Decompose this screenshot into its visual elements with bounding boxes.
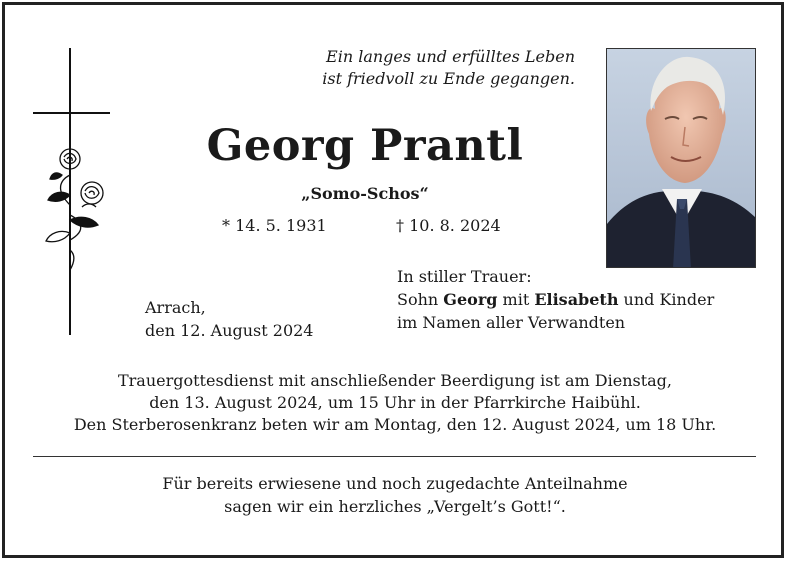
birth-date: * 14. 5. 1931 (222, 216, 327, 235)
mourner-partner: Elisabeth (534, 290, 619, 309)
service-line-1: Trauergottesdienst mit anschließender Beerdigung ist am Dienstag, (117, 371, 673, 390)
divider (33, 456, 756, 457)
relatives-line: im Namen aller Verwandten (397, 313, 626, 332)
place-and-date (145, 296, 313, 342)
notice-date: den 12. August 2024 (145, 321, 314, 340)
place: Arrach, (145, 298, 206, 317)
portrait-photo (606, 48, 756, 268)
mourners-line (397, 288, 714, 311)
mourners-with: mit (497, 290, 535, 309)
rose-icon (40, 145, 112, 275)
death-date: † 10. 8. 2024 (396, 216, 501, 235)
thanks-line-1: Für bereits erwiesene und noch zugedachte Anteilnahme (162, 474, 628, 493)
service-line-3: Den Sterberosenkranz beten wir am Montag, den 12. August 2024, um 18 Uhr. (73, 415, 717, 434)
motto-line-1: Ein langes und erfülltes Leben (326, 47, 575, 66)
mourning-intro: In stiller Trauer: (397, 267, 532, 286)
service-line-2: den 13. August 2024, um 15 Uhr in der Pfarrkirche Haibühl. (149, 393, 641, 412)
portrait-image (607, 49, 756, 268)
deceased-name: Georg Prantl (206, 121, 524, 171)
nickname: „Somo-Schos“ (301, 184, 429, 203)
thanks-note (0, 472, 790, 518)
mourner-son: Georg (443, 290, 498, 309)
thanks-line-2: sagen wir ein herzliches „Vergelt’s Gott!“. (224, 497, 566, 516)
mourners-suffix: und Kinder (618, 290, 715, 309)
cross-horizontal-bar (33, 112, 110, 114)
mourners-prefix: Sohn (397, 290, 444, 309)
motto-line-2: ist friedvoll zu Ende gegangen. (322, 69, 575, 88)
mourners-block (397, 265, 714, 334)
motto (240, 46, 575, 90)
service-info (0, 370, 790, 436)
